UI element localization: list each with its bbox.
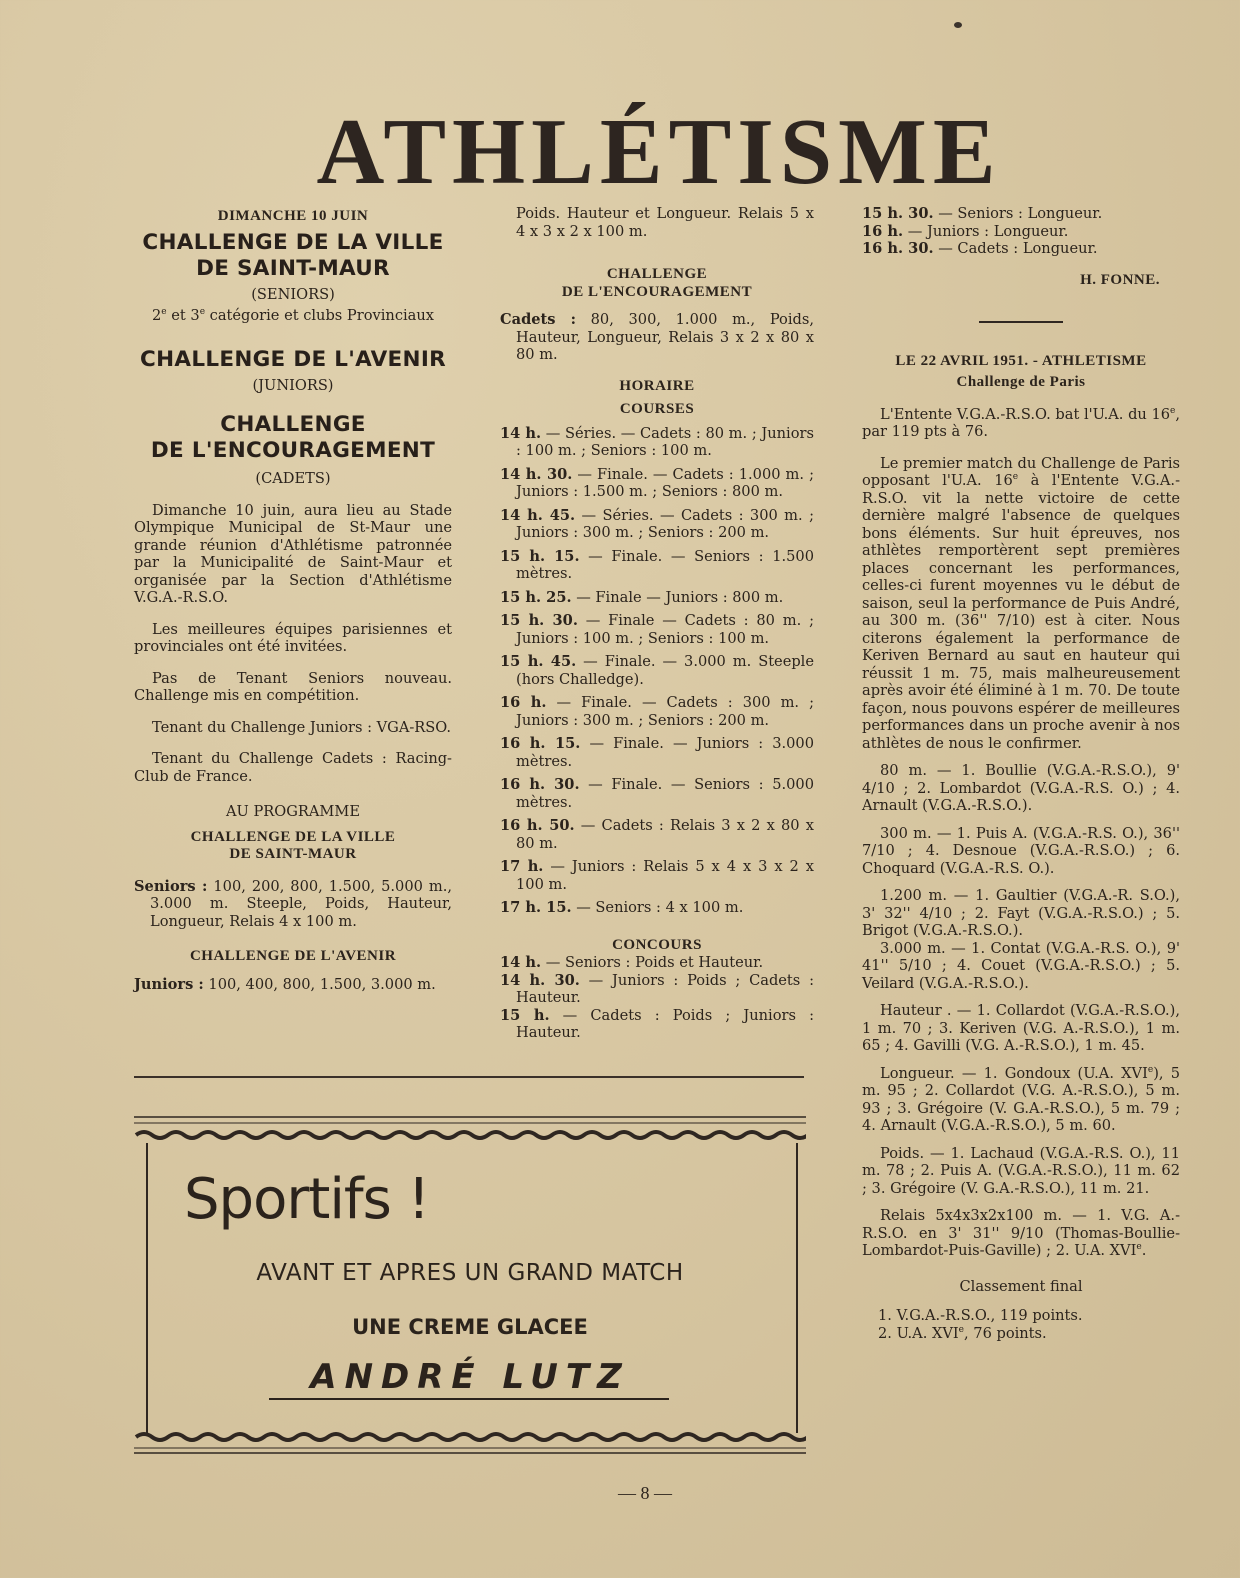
schedule-event: — Cadets : Poids ; Juniors : Hauteur. xyxy=(516,1006,814,1041)
schedule-event: — Séries. — Cadets : 80 m. ; Juniors : 100 m. ; Seniors : 100 m. xyxy=(516,424,814,459)
schedule-item xyxy=(500,507,814,542)
event-date: DIMANCHE 10 JUIN xyxy=(217,208,369,224)
schedule-item xyxy=(500,858,814,893)
schedule-event: — Seniors : 4 x 100 m. xyxy=(571,899,744,916)
relais-text-a: Relais 5x4x3x2x100 m. — 1. V.G. A.-R.S.O. en 3' 31'' 9/10 (Thomas-Boullie-Lombardot-Puis-Gaville) ; 2. U.A. XVI xyxy=(862,1207,1180,1259)
concours-schedule xyxy=(500,954,814,1042)
schedule-item xyxy=(500,653,814,688)
schedule-time: 15 h. 30. xyxy=(500,612,578,629)
programme-heading: AU PROGRAMME xyxy=(226,803,360,820)
schedule-event: — Séries. — Cadets : 300 m. ; Juniors : 300 m. ; Seniors : 200 m. xyxy=(516,506,814,541)
schedule-item xyxy=(500,972,814,1007)
report-headline: LE 22 AVRIL 1951. - ATHLETISME xyxy=(895,352,1147,369)
encouragement-heading xyxy=(500,266,814,301)
body-text-b: à l'Entente V.G.A.-R.S.O. vit la nette victoire de cette dernière malgré l'absence de quelques bons éléments. Sur huit épreuves, nos athlètes remportèrent sept premières places concernant les performances, celles-ci furent moyennes vu le début de saison, seul la performance de Puis André, au 300 m. (36'' 7/10) est à citer. Nous citerons également la performance de Keriven Bernard au saut en hauteur qui réussit 1 m. 75, mais malheureusement après avoir été éliminé à 1 m. 70. De toute façon, nous pouvons espérer de meilleures performances dans un proche avenir à nos athlètes de nous le confirmer. xyxy=(862,472,1181,752)
schedule-time: 15 h. 45. xyxy=(500,653,577,670)
result-300m: 300 m. — 1. Puis A. (V.G.A.-R.S. O.), 36'' 7/10 ; 4. Desnoue (V.G.A.-R.S.O.) ; 6. Choquard (V.G.A.-R.S. O.). xyxy=(862,824,1180,877)
result-1200m: 1.200 m. — 1. Gaultier (V.G.A.-R. S.O.), 3' 32'' 4/10 ; 2. Fayt (V.G.A.-R.S.O.) ; 5. Brigot (V.G.A.-R.S.O.). xyxy=(862,887,1180,939)
schedule-time: 17 h. 15. xyxy=(500,899,572,916)
seniors-text: 100, 200, 800, 1.500, 5.000 m., 3.000 m. Steeple, Poids, Hauteur, Longueur, Relais 4 x 100 m. xyxy=(150,877,452,930)
report-subhead: Challenge de Paris xyxy=(956,374,1086,390)
concours-schedule-continued xyxy=(862,205,1180,258)
schedule-item xyxy=(500,612,814,647)
schedule-time: 15 h. 25. xyxy=(500,588,572,606)
author-signature: H. FONNE. xyxy=(1080,271,1160,288)
lead-text-a: L'Entente V.G.A.-R.S.O. bat l'U.A. du 16 xyxy=(880,405,1171,423)
schedule-time: 14 h. xyxy=(500,954,542,971)
final-ranking-2 xyxy=(878,1325,1180,1343)
cadets-text: 80, 300, 1.000 m., Poids, Hauteur, Longueur, Relais 3 x 2 x 80 x 80 m. xyxy=(516,311,814,363)
schedule-time: 16 h. xyxy=(500,694,547,711)
challenge-ville-title-line2: DE SAINT-MAUR xyxy=(196,255,390,281)
final-ranking-list xyxy=(862,1307,1180,1342)
schedule-item xyxy=(500,899,814,917)
ad-product: UNE CREME GLACEE xyxy=(352,1315,588,1339)
seniors-events xyxy=(134,878,452,931)
seniors-label: Seniors : xyxy=(134,877,208,895)
schedule-item xyxy=(500,735,814,770)
challenge-encouragement-title-line1: CHALLENGE xyxy=(220,412,366,437)
schedule-time: 14 h. xyxy=(500,424,542,442)
cadets-label: Cadets : xyxy=(500,311,576,328)
schedule-time: 15 h. xyxy=(500,1006,550,1024)
schedule-event: — Juniors : Longueur. xyxy=(903,222,1069,240)
longueur-text-b: ), 5 m. 95 ; 2. Collardot (V.G. A.-R.S.O.), 5 m. 93 ; 3. Grégoire (V. G.A.-R.S.O.), 5 m. 79 ; 4. Arnault (V.G.A.-R.S.O.), 5 m. 60. xyxy=(862,1064,1181,1134)
column-right xyxy=(862,205,1180,1342)
cadets-events xyxy=(500,311,814,364)
schedule-event: — Finale. — 3.000 m. Steeple (hors Challedge). xyxy=(516,653,814,688)
challenge-avenir-title: CHALLENGE DE L'AVENIR xyxy=(140,346,446,372)
ad-headline: Sportifs ! xyxy=(184,1167,430,1232)
final2-text-a: 2. U.A. XVI xyxy=(878,1324,959,1342)
schedule-event: — Finale. — Seniors : 1.500 mètres. xyxy=(516,547,814,582)
schedule-item xyxy=(500,954,814,972)
ad-brand-name: ANDRÉ LUTZ xyxy=(310,1357,630,1397)
programme-avenir-heading: CHALLENGE DE L'AVENIR xyxy=(189,948,397,964)
schedule-item xyxy=(500,694,814,729)
schedule-time: 14 h. 45. xyxy=(500,506,576,524)
teams-paragraph: Les meilleures équipes parisiennes et provinciales ont été invitées. xyxy=(134,620,452,655)
schedule-item xyxy=(500,466,814,501)
schedule-time: 16 h. 50. xyxy=(500,817,575,834)
schedule-event: — Cadets : Relais 3 x 2 x 80 x 80 m. xyxy=(516,817,814,852)
cat-text-b: et 3 xyxy=(166,307,200,324)
schedule-item xyxy=(500,589,814,607)
schedule-item xyxy=(500,548,814,583)
horaire-heading: HORAIRE xyxy=(619,377,695,394)
programme-ville-heading-line2: DE SAINT-MAUR xyxy=(229,846,357,862)
programme-ville-heading xyxy=(134,829,452,864)
challenge-ville-clubs xyxy=(134,307,452,325)
longueur-text-a: Longueur. — 1. Gondoux (U.A. XVI xyxy=(880,1064,1148,1082)
lead-sup: e xyxy=(1170,405,1176,416)
concours-heading: CONCOURS xyxy=(612,936,702,953)
cat-text-c: catégorie et clubs Provinciaux xyxy=(205,307,434,324)
result-hauteur: Hauteur . — 1. Collardot (V.G.A.-R.S.O.), 1 m. 70 ; 3. Keriven (V.G. A.-R.S.O.), 1 m. 65 ; 4. Gavilli (V.G. A.-R.S.O.), 1 m. 45. xyxy=(862,1002,1180,1054)
column-rule xyxy=(134,1076,804,1078)
page-title: ATHLÉTISME xyxy=(316,100,1002,204)
relais-sup: e xyxy=(1136,1242,1142,1253)
schedule-event: — Finale. — Cadets : 1.000 m. ; Juniors : 1.500 m. ; Seniors : 800 m. xyxy=(516,465,814,500)
body-sup: e xyxy=(1012,472,1019,483)
cat-text-a: 2 xyxy=(151,307,162,324)
juniors-events xyxy=(134,976,452,994)
result-3000m: 3.000 m. — 1. Contat (V.G.A.-R.S. O.), 9' 41'' 5/10 ; 4. Couet (V.G.A.-R.S.O.) ; 5. Veilard (V.G.A.-R.S.O.). xyxy=(862,939,1180,992)
schedule-event: — Juniors : Relais 5 x 4 x 3 x 2 x 100 m. xyxy=(516,858,814,893)
schedule-event: — Cadets : Longueur. xyxy=(933,240,1098,257)
challenge-encouragement-title-line2: DE L'ENCOURAGEMENT xyxy=(150,438,436,463)
schedule-event: — Finale. — Seniors : 5.000 mètres. xyxy=(516,776,814,811)
schedule-event: — Juniors : Poids ; Cadets : Hauteur. xyxy=(516,971,814,1006)
final2-sup: e xyxy=(958,1324,964,1335)
encouragement-heading-line2: DE L'ENCOURAGEMENT xyxy=(561,283,753,300)
ad-brand-underline xyxy=(269,1398,669,1400)
schedule-time: 15 h. 30. xyxy=(862,205,934,222)
schedule-event: — Finale — Juniors : 800 m. xyxy=(571,588,784,606)
schedule-item xyxy=(862,205,1180,223)
schedule-time: 16 h. 30. xyxy=(500,776,580,793)
intro-paragraph: Dimanche 10 juin, aura lieu au Stade Olympique Municipal de St-Maur une grande réunion d'Athlétisme patronnée par la Municipalité de Saint-Maur et organisée par la Section d'Athlétisme V.G.A.-R.S.O. xyxy=(134,501,452,606)
encouragement-heading-line1: CHALLENGE xyxy=(606,266,708,282)
schedule-event: — Finale. — Juniors : 3.000 mètres. xyxy=(516,735,814,770)
challenge-avenir-category: (JUNIORS) xyxy=(252,376,334,394)
challenge-ville-title xyxy=(134,230,452,282)
cadets-holder-paragraph: Tenant du Challenge Cadets : Racing-Club de France. xyxy=(134,750,452,785)
result-relais xyxy=(862,1207,1180,1260)
schedule-event: — Seniors : Poids et Hauteur. xyxy=(541,954,764,971)
section-divider xyxy=(979,321,1063,323)
final2-text-b: , 76 points. xyxy=(964,1324,1047,1342)
lead-text-b: , par 119 pts à 76. xyxy=(862,405,1180,440)
juniors-events-continued: Poids. Hauteur et Longueur. Relais 5 x 4 x 3 x 2 x 100 m. xyxy=(516,205,814,240)
juniors-text: 100, 400, 800, 1.500, 3.000 m. xyxy=(203,975,436,993)
ink-spot xyxy=(954,22,962,28)
schedule-item xyxy=(500,1007,814,1042)
final-ranking-heading: Classement final xyxy=(959,1277,1083,1295)
ad-tagline: AVANT ET APRES UN GRAND MATCH xyxy=(256,1260,684,1286)
schedule-time: 17 h. xyxy=(500,858,544,875)
seniors-holder-paragraph: Pas de Tenant Seniors nouveau. Challenge mis en compétition. xyxy=(134,669,452,704)
result-80m: 80 m. — 1. Boullie (V.G.A.-R.S.O.), 9' 4/10 ; 2. Lombardot (V.G.A.-R.S. O.) ; 4. Arnault (V.G.A.-R.S.O.). xyxy=(862,762,1180,814)
juniors-holder-paragraph: Tenant du Challenge Juniors : VGA-RSO. xyxy=(152,718,452,736)
schedule-time: 15 h. 15. xyxy=(500,547,580,565)
body-text-a: Le premier match du Challenge de Paris opposant l'U.A. 16 xyxy=(862,454,1180,489)
schedule-item xyxy=(862,223,1180,241)
schedule-item xyxy=(862,240,1180,258)
relais-text-b: . xyxy=(1141,1242,1147,1259)
challenge-ville-category: (SENIORS) xyxy=(251,285,335,303)
schedule-time: 16 h. 15. xyxy=(500,735,581,752)
cat-sup-b: e xyxy=(199,307,206,318)
result-poids: Poids. — 1. Lachaud (V.G.A.-R.S. O.), 11 m. 78 ; 2. Puis A. (V.G.A.-R.S.O.), 11 m. 62 ; 3. Grégoire (V. G.A.-R.S.O.), 11 m. 21. xyxy=(862,1144,1180,1197)
schedule-time: 14 h. 30. xyxy=(500,465,573,483)
column-middle xyxy=(500,205,814,1042)
schedule-event: — Finale — Cadets : 80 m. ; Juniors : 100 m. ; Seniors : 100 m. xyxy=(516,612,815,647)
schedule-event: — Finale. — Cadets : 300 m. ; Juniors : 300 m. ; Seniors : 200 m. xyxy=(516,694,814,729)
longueur-sup: e xyxy=(1147,1064,1154,1075)
programme-ville-heading-line1: CHALLENGE DE LA VILLE xyxy=(190,828,396,845)
schedule-item xyxy=(500,817,814,852)
challenge-encouragement-title xyxy=(134,412,452,464)
report-body xyxy=(862,455,1180,753)
courses-schedule xyxy=(500,425,814,917)
schedule-event: — Seniors : Longueur. xyxy=(933,205,1103,222)
schedule-time: 16 h. 30. xyxy=(862,240,934,257)
challenge-ville-title-line1: CHALLENGE DE LA VILLE xyxy=(142,229,444,255)
result-longueur xyxy=(862,1065,1180,1135)
ice-cream-advertisement xyxy=(134,1115,806,1460)
schedule-time: 14 h. 30. xyxy=(500,971,580,989)
schedule-item xyxy=(500,425,814,460)
report-lead xyxy=(862,406,1180,441)
challenge-encouragement-category: (CADETS) xyxy=(255,470,331,487)
page-number: — 8 — xyxy=(618,1483,672,1503)
schedule-time: 16 h. xyxy=(862,222,904,240)
cat-sup-a: e xyxy=(161,307,167,318)
final-ranking-1: 1. V.G.A.-R.S.O., 119 points. xyxy=(878,1307,1083,1324)
courses-heading: COURSES xyxy=(619,401,695,417)
juniors-label: Juniors : xyxy=(134,975,204,993)
column-left xyxy=(134,205,452,993)
schedule-item xyxy=(500,776,814,811)
